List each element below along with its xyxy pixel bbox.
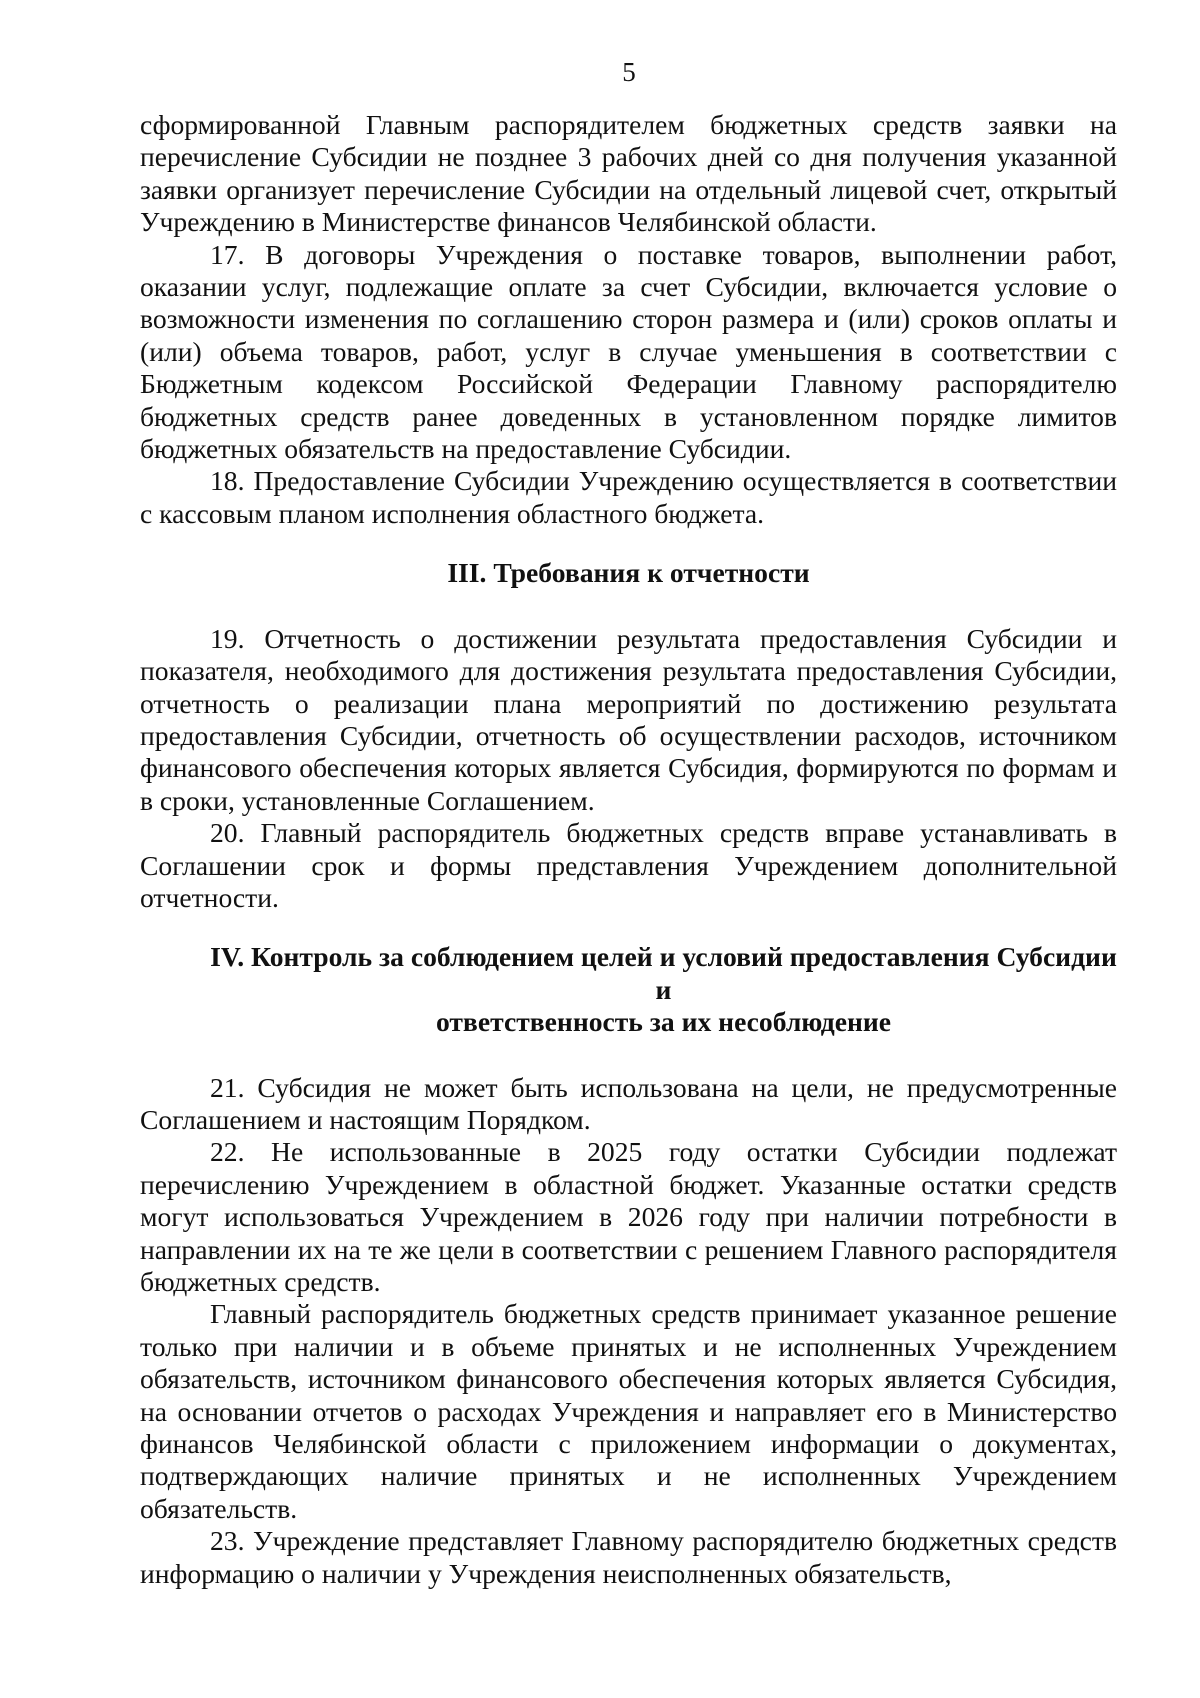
paragraph-continuation: сформированной Главным распорядителем бюджетных средств заявки на перечисление Субсидии не позднее 3 рабочих дней со дня получения указанной заявки организует перечисление Субсидии на отдельный лицевой счет, открытый Учреждению в Министерстве финансов Челябинской области. [140, 109, 1117, 238]
paragraph-19: 19. Отчетность о достижении результата предоставления Субсидии и показателя, необходимого для достижения результата предоставления Субсидии, отчетность о реализации плана мероприятий по достижению результата предоставления Субсидии, отчетность об осуществлении расходов, источником финансового обеспечения которых является Субсидия, формируются по формам и в сроки, установленные Соглашением. [140, 622, 1117, 816]
paragraph-23: 23. Учреждение представляет Главному распорядителю бюджетных средств информацию о наличии у Учреждения неисполненных обязательств, [140, 1525, 1117, 1589]
paragraph-18: 18. Предоставление Субсидии Учреждению осуществляется в соответствии с кассовым планом исполнения областного бюджета. [140, 465, 1117, 529]
document-body [140, 109, 1117, 1590]
section-heading-reporting: III. Требования к отчетности [447, 557, 810, 589]
paragraph-22-continuation: Главный распорядитель бюджетных средств принимает указанное решение только при наличии и в объеме принятых и не исполненных Учреждением обязательств, источником финансового обеспечения которых является Субсидия, на основании отчетов о расходах Учреждения и направляет его в Министерство финансов Челябинской области с приложением информации о документах, подтверждающих наличие принятых и не исполненных Учреждением обязательств. [140, 1298, 1117, 1524]
paragraph-22: 22. Не использованные в 2025 году остатки Субсидии подлежат перечислению Учреждением в областной бюджет. Указанные остатки средств могут использоваться Учреждением в 2026 году при наличии потребности в направлении их на те же цели в соответствии с решением Главного распорядителя бюджетных средств. [140, 1136, 1117, 1297]
paragraph-17: 17. В договоры Учреждения о поставке товаров, выполнении работ, оказании услуг, подлежащие оплате за счет Субсидии, включается условие о возможности изменения по соглашению сторон размера и (или) сроков оплаты и (или) объема товаров, работ, услуг в случае уменьшения в соответствии с Бюджетным кодексом Российской Федерации Главному распорядителю бюджетных средств ранее доведенных в установленном порядке лимитов бюджетных обязательств на предоставление Субсидии. [140, 238, 1117, 465]
paragraph-21: 21. Субсидия не может быть использована на цели, не предусмотренные Соглашением и настоящим Порядком. [140, 1071, 1117, 1135]
section-heading-control-line-1: IV. Контроль за соблюдением целей и условий предоставления Субсидии и [210, 941, 1117, 1005]
paragraph-20: 20. Главный распорядитель бюджетных средств вправе устанавливать в Соглашении срок и формы представления Учреждением дополнительной отчетности. [140, 817, 1117, 913]
section-heading-control [140, 941, 1117, 1038]
section-heading-control-line-2: ответственность за их несоблюдение [435, 1006, 892, 1038]
page-number: 5 [622, 57, 636, 87]
